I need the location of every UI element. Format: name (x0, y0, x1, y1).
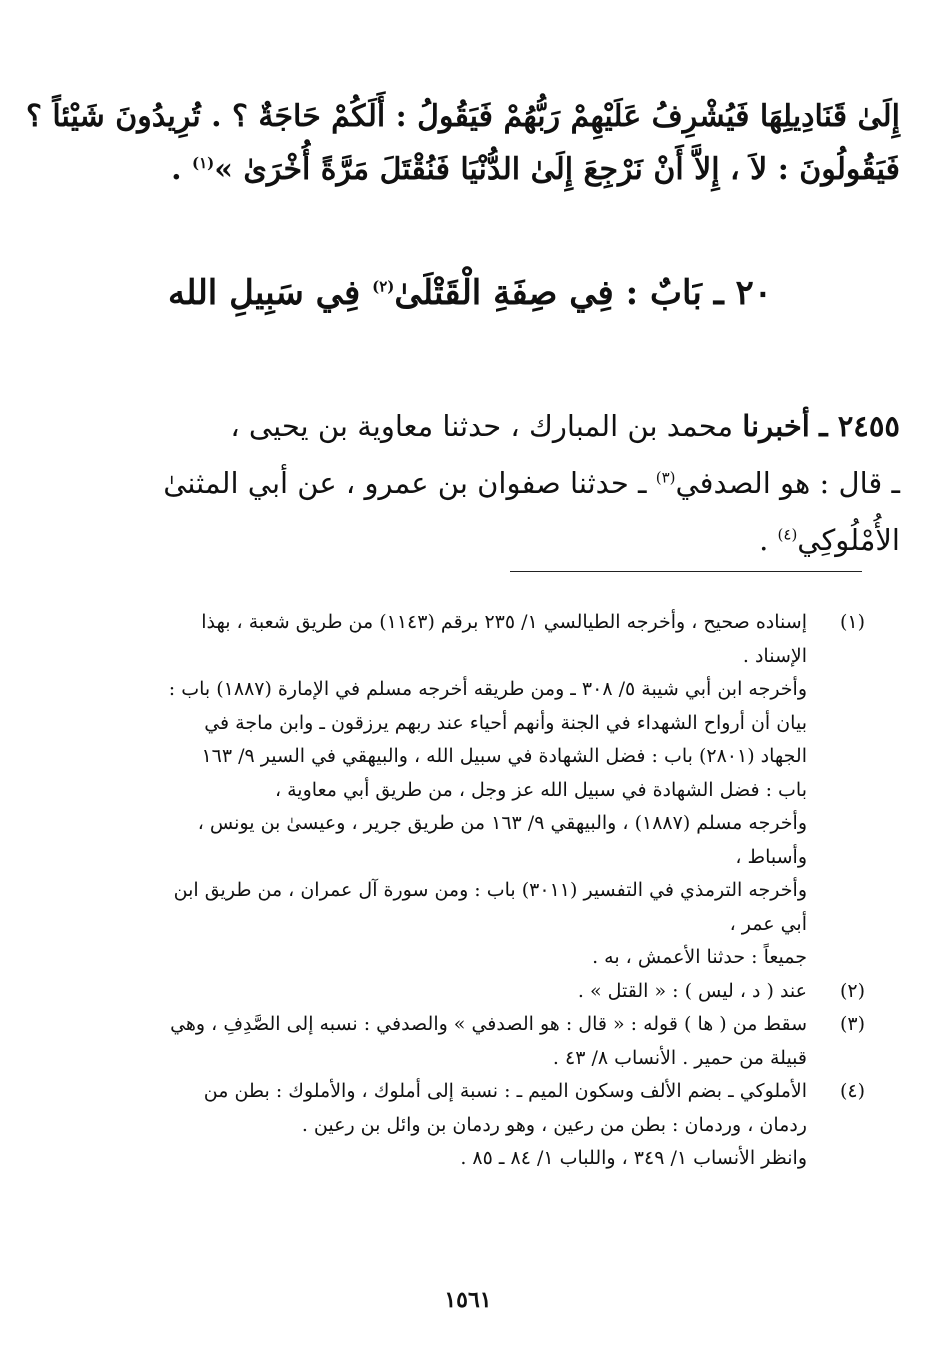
footnote-1 (80, 606, 865, 673)
footnote-mark: (٢) (839, 979, 865, 1002)
top-paragraph-line: إِلَىٰ قَنَادِيلِهَا فَيُشْرِفُ عَلَيْهِمْ رَبُّهُمْ فَيَقُولُ : أَلَكُمْ حَاجَةٌ ؟ . تُرِيدُونَ شَيْئاً ؟ (26, 99, 900, 134)
top-paragraph (26, 90, 900, 196)
section-heading: ٢٠ ـ بَابٌ : فِي صِفَةِ الْقَتْلَىٰ$^{(٢)}$ فِي سَبِيلِ الله (167, 273, 773, 313)
footnote-body: الأملوكي ـ بضم الألف وسكون الميم ـ : نسبة إلى أملوك ، والأملوك : بطن من ردمان ، وردمان : بطن من رعين ، وهو ردمان بن وائل بن رعين . وانظر الأنساب ١/ ٣٤٩ ، واللباب ١/ ٨٤ ـ ٨٥ . (203, 1080, 807, 1169)
footnote-body: سقط من ( ها ) قوله : « قال : هو الصدفي » والصدفي : نسبه إلى الصَّدِفِ ، وهي قبيلة من حمير . الأنساب ٨/ ٤٣ . (170, 1013, 807, 1069)
hadith-number: ٢٤٥٥ ـ (819, 409, 900, 443)
footnote-ref: (١) (191, 154, 215, 172)
footnote-ref: (٣) (655, 468, 676, 487)
footnote-2 (80, 975, 865, 1009)
hadith-line: ٢٤٥٥ ـ أخبرنا محمد بن المبارك ، حدثنا معاوية بن يحيى ، (230, 409, 900, 443)
footnote-body: إسناده صحيح ، وأخرجه الطيالسي ١/ ٢٣٥ برقم (١١٤٣) من طريق شعبة ، بهذا الإسناد . (201, 611, 807, 667)
footnote-body: وأخرجه ابن أبي شيبة ٥/ ٣٠٨ ـ ومن طريقه أخرجه مسلم في الإمارة (١٨٨٧) باب : بيان أن أرواح الشهداء في الجنة وأنهم أحياء عند ربهم يرزقون ـ وابن ماجة في الجهاد (٢٨٠١) باب : فضل الشهادة في سبيل الله ، والبيهقي في السير ٩/ ١٦٣ باب : فضل الشهادة في سبيل الله عز وجل ، من طريق أبي معاوية ، وأخرجه مسلم (١٨٨٧) ، والبيهقي ٩/ ١٦٣ من طريق جرير ، وعيسىٰ بن يونس ، وأسباط ، وأخرجه الترمذي في التفسير (٣٠١١) باب : ومن سورة آل عمران ، من طريق ابن أبي عمر ، جميعاً : حدثنا الأعمش ، به . (168, 678, 807, 968)
footnote-mark: (٣) (839, 1013, 865, 1035)
footnote-mark (807, 673, 865, 975)
footnote-3 (80, 1008, 865, 1075)
footnote-separator (510, 571, 862, 572)
footnote-1-continued (80, 673, 865, 975)
footnote-ref: (٤) (777, 525, 798, 544)
footnote-mark: (١) (839, 611, 865, 633)
hadith-line: الأُمْلُوكِي$^{(٤)}$ . (759, 523, 900, 557)
page-number: ١٥٦١ (444, 1287, 492, 1313)
top-paragraph-line: فَيَقُولُونَ : لاَ ، إِلاَّ أَنْ نَرْجِعَ إِلَىٰ الدُّنْيَا فَنُقْتَلَ مَرَّةً أُخْرَىٰ »$^{(١)}$ . (171, 152, 900, 187)
footnote-ref: (٢) (372, 277, 395, 296)
hadith-lead: أخبرنا (742, 409, 810, 443)
footnote-body: عند ( د ، ليس ) : « القتل » . (577, 979, 807, 1002)
footnote-mark: (٤) (839, 1080, 865, 1102)
footnotes (80, 606, 865, 1176)
footnote-4 (80, 1075, 865, 1176)
hadith-text (80, 398, 900, 569)
hadith-line: ـ قال : هو الصدفي$^{(٣)}$ ـ حدثنا صفوان بن عمرو ، عن أبي المثنىٰ (163, 466, 900, 500)
